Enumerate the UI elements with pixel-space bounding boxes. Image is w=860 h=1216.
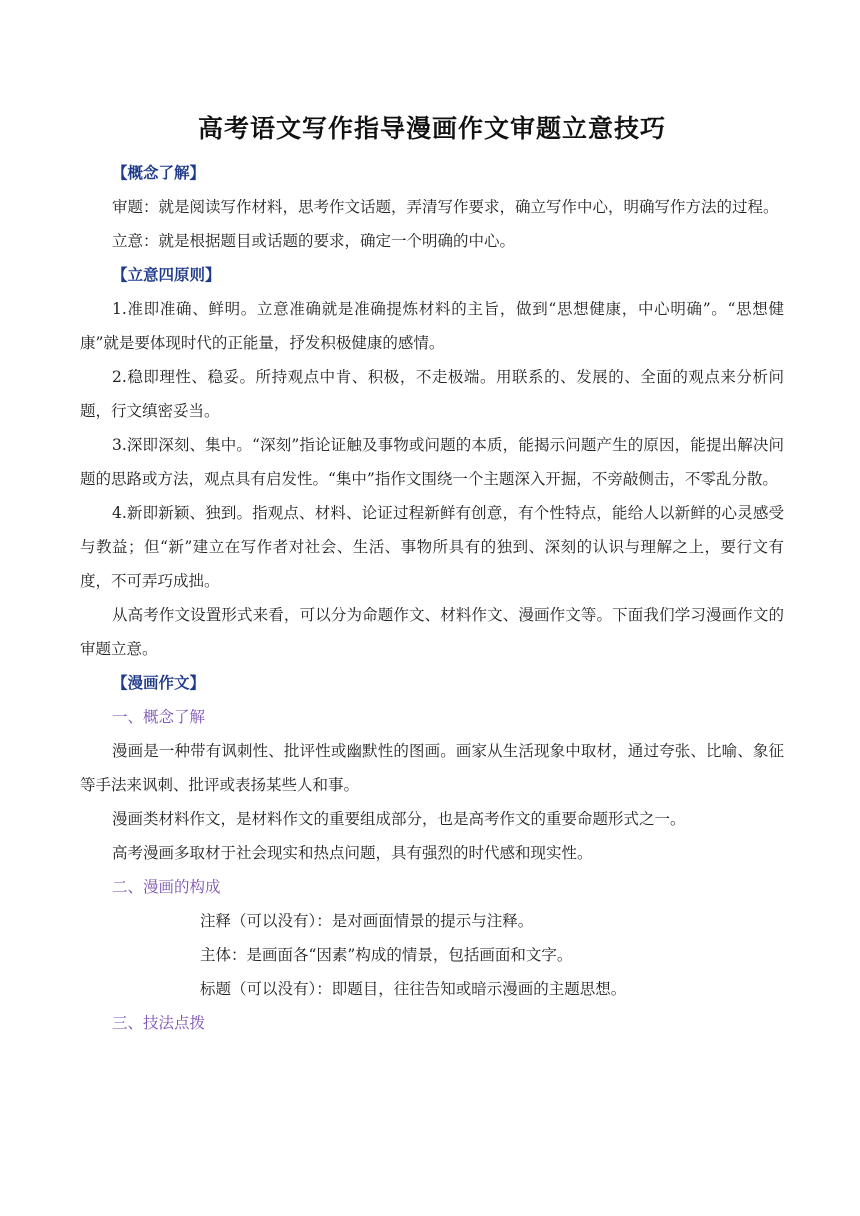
page-title: 高考语文写作指导漫画作文审题立意技巧	[197, 114, 666, 143]
paragraph-liyi: 立意：就是根据题目或话题的要求，确定一个明确的中心。	[112, 232, 516, 250]
structure-item-title: 标题（可以没有）：即题目，往往告知或暗示漫画的主题思想。	[200, 980, 627, 998]
heading-concept: 【概念了解】	[112, 164, 206, 182]
paragraph-shenti: 审题：就是阅读写作材料，思考作文话题，弄清写作要求，确立写作中心，明确写作方法的过程。	[112, 198, 779, 216]
heading-comic: 【漫画作文】	[112, 674, 206, 692]
structure-item-annotation: 注释（可以没有）：是对画面情景的提示与注释。	[200, 912, 534, 930]
paragraph-comic-source: 高考漫画多取材于社会现实和热点问题，具有强烈的时代感和现实性。	[112, 844, 593, 862]
subheading-concept: 一、概念了解	[112, 708, 206, 726]
structure-item-body: 主体：是画面各“因素”构成的情景，包括画面和文字。	[200, 946, 573, 964]
paragraph-comic-definition: 漫画是一种带有讽刺性、批评性或幽默性的图画。画家从生活现象中取材，通过夸张、比喻、象征等手法来讽刺、批评或表扬某些人和事。	[80, 742, 784, 794]
subheading-techniques: 三、技法点拨	[112, 1014, 206, 1032]
paragraph-principle-1: 1.准即准确、鲜明。立意准确就是准确提炼材料的主旨，做到“思想健康，中心明确”。“思想健康”就是要体现时代的正能量，抒发积极健康的感情。	[80, 300, 784, 352]
subheading-structure: 二、漫画的构成	[112, 878, 221, 896]
document-content	[80, 108, 784, 1040]
paragraph-comic-material: 漫画类材料作文，是材料作文的重要组成部分，也是高考作文的重要命题形式之一。	[112, 810, 686, 828]
paragraph-principle-3: 3.深即深刻、集中。“深刻”指论证触及事物或问题的本质，能揭示问题产生的原因，能提出解决问题的思路或方法，观点具有启发性。“集中”指作文围绕一个主题深入开掘，不旁敲侧击，不零乱分散。	[80, 436, 784, 488]
paragraph-principle-2: 2.稳即理性、稳妥。所持观点中肯、积极，不走极端。用联系的、发展的、全面的观点来分析问题，行文缜密妥当。	[80, 368, 784, 420]
heading-principles: 【立意四原则】	[112, 266, 221, 284]
paragraph-principle-4: 4.新即新颖、独到。指观点、材料、论证过程新鲜有创意，有个性特点，能给人以新鲜的心灵感受与教益；但“新”建立在写作者对社会、生活、事物所具有的独到、深刻的认识与理解之上，要行文有度，不可弄巧成拙。	[80, 504, 784, 590]
paragraph-forms: 从高考作文设置形式来看，可以分为命题作文、材料作文、漫画作文等。下面我们学习漫画作文的审题立意。	[80, 606, 784, 658]
